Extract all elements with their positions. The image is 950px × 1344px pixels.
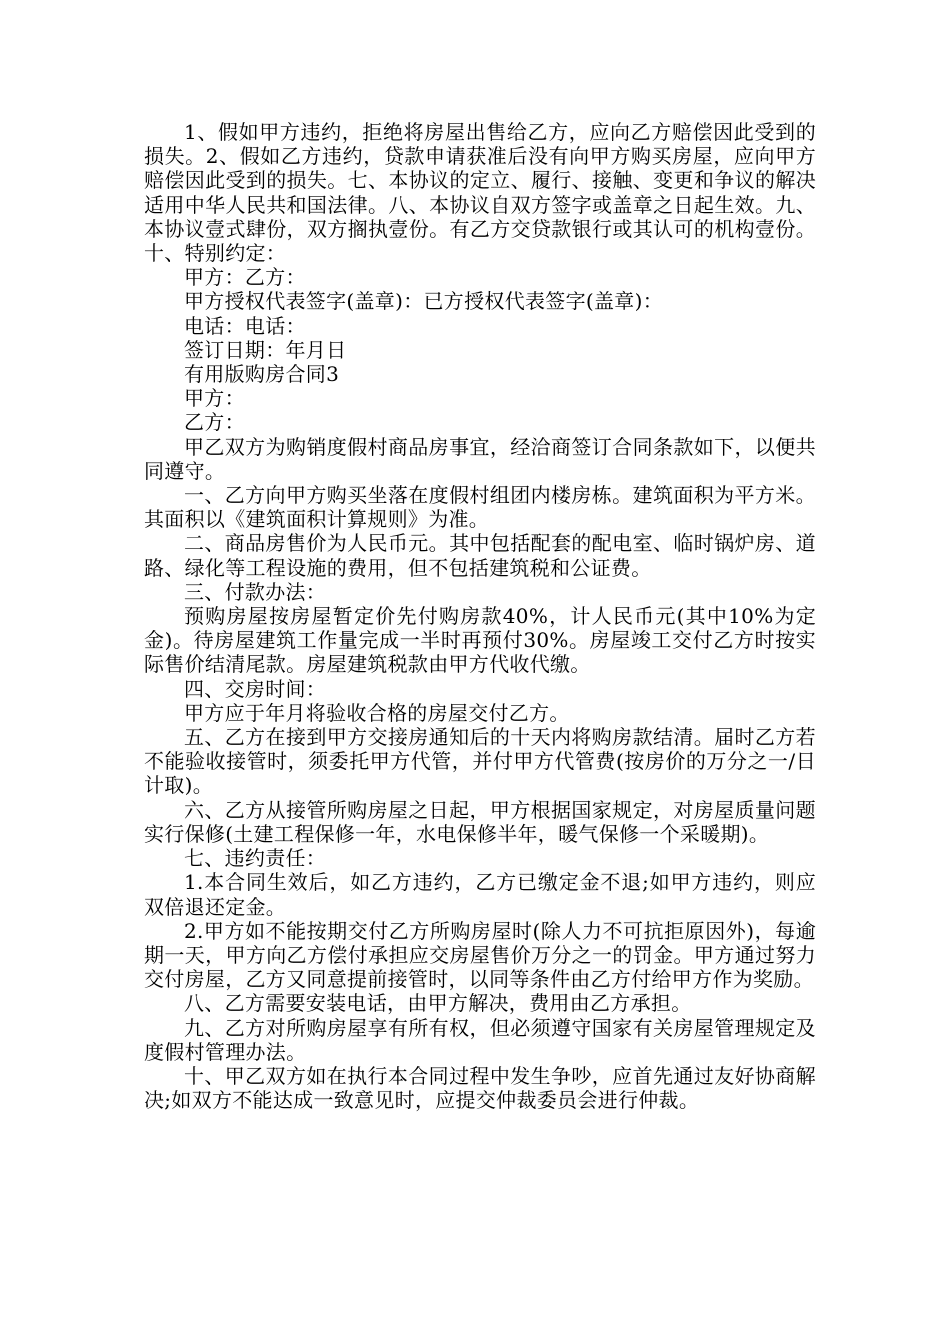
clause-2-price: 二、商品房售价为人民币元。其中包括配套的配电室、临时锅炉房、道路、绿化等工程设施的费用，但不包括建筑税和公证费。	[144, 531, 816, 580]
clause-9-ownership: 九、乙方对所购房屋享有所有权，但必须遵守国家有关房屋管理规定及度假村管理办法。	[144, 1015, 816, 1064]
clause-7-heading: 七、违约责任：	[184, 846, 327, 871]
clause-3-payment: 预购房屋按房屋暂定价先付购房款40%，计人民币元(其中10%为定金)。待房屋建筑工作量完成一半时再预付30%。房屋竣工交付乙方时按实际售价结清尾款。房屋建筑税款由甲方代收代缴。	[144, 604, 816, 677]
party-a-label: 甲方：	[184, 386, 245, 411]
clause-4-heading: 四、交房时间：	[184, 676, 327, 701]
paragraph-authorized-signatures: 甲方授权代表签字(盖章)：已方授权代表签字(盖章)：	[184, 289, 664, 314]
clause-4-delivery: 甲方应于年月将验收合格的房屋交付乙方。	[184, 700, 570, 725]
clause-8-phone: 八、乙方需要安装电话，由甲方解决，费用由乙方承担。	[184, 991, 692, 1016]
clause-7-item-1: 1.本合同生效后，如乙方违约，乙方已缴定金不退;如甲方违约，则应双倍退还定金。	[144, 870, 816, 919]
party-b-label: 乙方：	[184, 410, 245, 435]
paragraph-signing-date: 签订日期：年月日	[184, 337, 347, 362]
paragraph-preamble: 甲乙双方为购销度假村商品房事宜，经洽商签订合同条款如下，以便共同遵守。	[144, 434, 816, 483]
contract-title: 有用版购房合同3	[184, 362, 340, 387]
document-body	[144, 120, 816, 1112]
paragraph-parties-line: 甲方：乙方：	[184, 265, 306, 290]
clause-7-item-2: 2.甲方如不能按期交付乙方所购房屋时(除人力不可抗拒原因外)，每逾期一天，甲方向乙方偿付承担应交房屋售价万分之一的罚金。甲方通过努力交付房屋，乙方又同意提前接管时，以同等条件由乙方付给甲方作为奖励。	[144, 918, 816, 992]
clause-10-disputes: 十、甲乙双方如在执行本合同过程中发生争吵，应首先通过友好协商解决;如双方不能达成一致意见时，应提交仲裁委员会进行仲裁。	[144, 1063, 816, 1113]
clause-5-settlement: 五、乙方在接到甲方交接房通知后的十天内将购房款结清。届时乙方若不能验收接管时，须委托甲方代管，并付甲方代管费(按房价的万分之一/日计取)。	[144, 725, 816, 798]
clause-3-heading: 三、付款办法：	[184, 579, 327, 604]
clause-1-property: 一、乙方向甲方购买坐落在度假村组团内楼房栋。建筑面积为平方米。其面积以《建筑面积计算规则》为准。	[144, 483, 816, 532]
paragraph-phone-line: 电话：电话：	[184, 313, 306, 338]
paragraph-breach-and-agreement-terms: 1、假如甲方违约，拒绝将房屋出售给乙方，应向乙方赔偿因此受到的损失。2、假如乙方违约，贷款申请获准后没有向甲方购买房屋，应向甲方赔偿因此受到的损失。七、本协议的定立、履行、接触、变更和争议的解决适用中华人民共和国法律。八、本协议自双方签字或盖章之日起生效。九、本协议壹式肆份，双方搁执壹份。有乙方交贷款银行或其认可的机构壹份。十、特别约定：	[144, 120, 816, 266]
clause-6-warranty: 六、乙方从接管所购房屋之日起，甲方根据国家规定，对房屋质量问题实行保修(土建工程保修一年，水电保修半年，暖气保修一个采暖期)。	[144, 797, 816, 846]
